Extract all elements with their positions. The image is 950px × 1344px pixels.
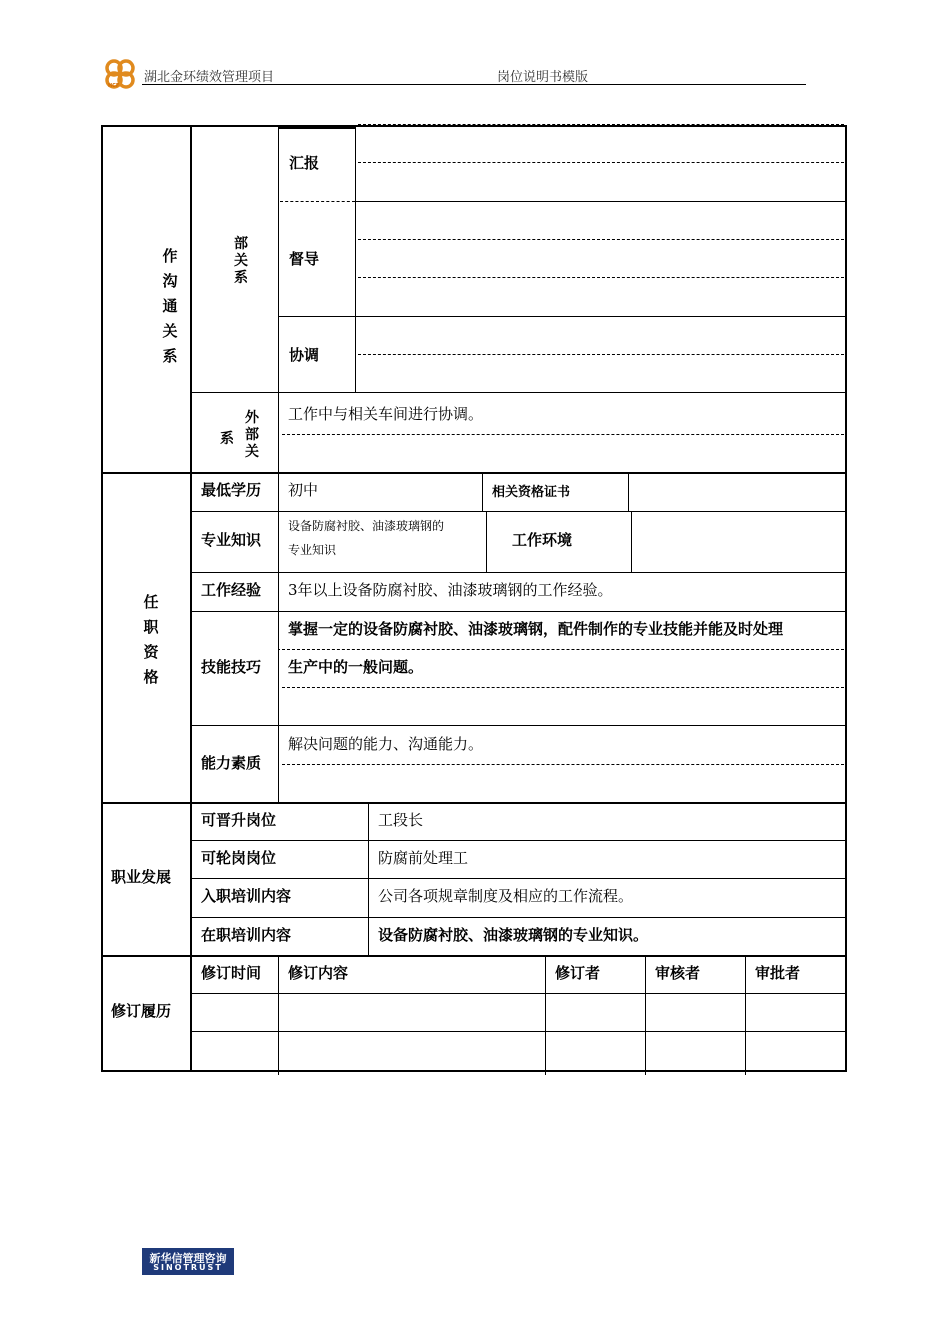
experience-label: 工作经验 — [201, 581, 262, 599]
experience-value: 3年以上设备防腐衬胶、油漆玻璃钢的工作经验。 — [288, 581, 613, 599]
min-education-value: 初中 — [288, 481, 319, 499]
knowledge-value-line2: 专业知识 — [288, 543, 337, 557]
work-environment-label: 工作环境 — [512, 531, 573, 549]
ability-label: 能力素质 — [201, 754, 262, 772]
knowledge-label: 专业知识 — [201, 531, 262, 549]
promote-value: 工段长 — [378, 811, 424, 829]
header-rule — [142, 84, 806, 85]
external-relations-label: 外部关 — [245, 410, 259, 460]
min-education-label: 最低学历 — [201, 481, 262, 499]
supervise-label: 督导 — [289, 250, 320, 268]
revision-col-date: 修订时间 — [201, 964, 262, 982]
work-communication-label: 作沟通关系 — [162, 247, 178, 365]
inservice-training-label: 在职培训内容 — [201, 926, 292, 944]
logo-caption: HCF — [108, 83, 120, 89]
revision-label: 修订履历 — [111, 1002, 172, 1020]
onboard-training-value: 公司各项规章制度及相应的工作流程。 — [378, 887, 634, 905]
coordinate-label: 协调 — [289, 346, 320, 364]
project-title: 湖北金环绩效管理项目 — [144, 70, 275, 85]
inservice-training-value: 设备防腐衬胶、油漆玻璃钢的专业知识。 — [378, 926, 649, 944]
internal-relations-label: 部关系 — [234, 236, 248, 286]
footer-brand-en: SINOTRUST — [153, 1263, 223, 1272]
external-relations-label-tail: 系 — [220, 431, 234, 447]
document-type: 岗位说明书模版 — [497, 70, 589, 85]
external-relations-text: 工作中与相关车间进行协调。 — [288, 405, 484, 423]
skill-value-line2: 生产中的一般问题。 — [288, 658, 424, 676]
career-label: 职业发展 — [111, 868, 172, 886]
rotate-label: 可轮岗岗位 — [201, 849, 277, 867]
skill-label: 技能技巧 — [201, 658, 262, 676]
revision-col-approver: 审批者 — [755, 964, 801, 982]
promote-label: 可晋升岗位 — [201, 811, 277, 829]
revision-col-content: 修订内容 — [288, 964, 349, 982]
skill-value-line1: 掌握一定的设备防腐衬胶、油漆玻璃钢，配件制作的专业技能并能及时处理 — [288, 620, 784, 638]
report-label: 汇报 — [289, 154, 320, 172]
qualification-label: 任职资格 — [143, 593, 159, 686]
onboard-training-label: 入职培训内容 — [201, 887, 292, 905]
rotate-value: 防腐前处理工 — [378, 849, 469, 867]
revision-col-reviser: 修订者 — [555, 964, 601, 982]
certificate-label: 相关资格证书 — [492, 485, 571, 500]
footer-brand-cn: 新华信管理咨询 — [149, 1252, 227, 1265]
revision-col-reviewer: 审核者 — [655, 964, 701, 982]
footer-brand-logo — [142, 1248, 234, 1275]
knowledge-value-line1: 设备防腐衬胶、油漆玻璃钢的 — [288, 519, 445, 533]
ability-value: 解决问题的能力、沟通能力。 — [288, 735, 484, 753]
